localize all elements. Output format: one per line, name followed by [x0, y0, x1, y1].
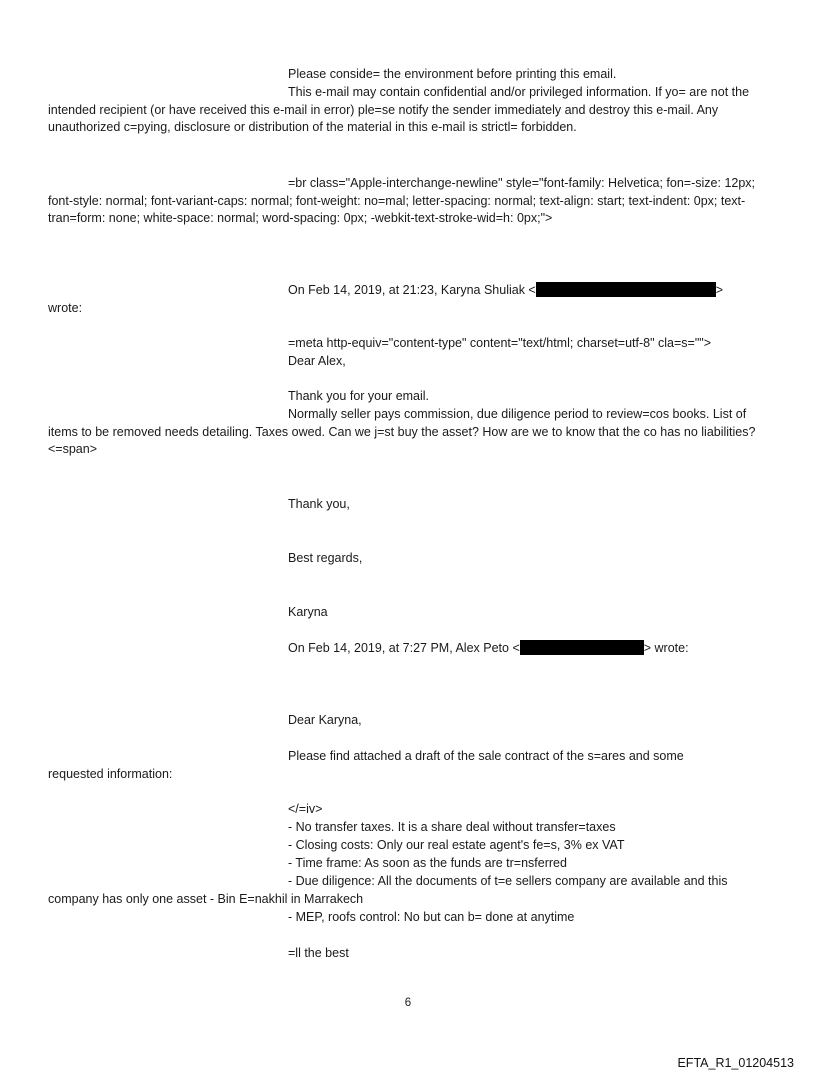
- redaction-bar: [520, 640, 644, 655]
- attachment-line-cont: requested information:: [48, 767, 173, 781]
- meta-markup-residue: =meta http-equiv="content-type" content="text/html; charset=utf-8" cla=s="">: [288, 336, 712, 350]
- redaction-bar: [536, 282, 716, 297]
- confidentiality-notice: This e-mail may contain confidential and/or privileged information. If yo= are not the intended recipient (or have received this e-mail in error) ple=se notify the sender immediately and destroy this e-mail. Any unauthorized c=pying, disclosure or distribution of the material in this e-mail is strictl= forbidden.: [48, 85, 750, 134]
- environment-notice: Please conside= the environment before printing this email.: [288, 67, 617, 81]
- reply-header-karyna: On Feb 14, 2019, at 21:23, Karyna Shuliak < >: [288, 283, 724, 297]
- list-item: - Due diligence: All the documents of t=e sellers company are available and this: [288, 874, 728, 888]
- thanks-line: Thank you for your email.: [288, 389, 430, 403]
- list-item: - MEP, roofs control: No but can b= done at anytime: [288, 910, 575, 924]
- greeting-alex: Dear Alex,: [288, 354, 346, 368]
- best-regards-line: Best regards,: [288, 551, 363, 565]
- closing-line: =ll the best: [288, 946, 349, 960]
- list-item: - No transfer taxes. It is a share deal without transfer=taxes: [288, 820, 616, 834]
- list-item: - Closing costs: Only our real estate agent's fe=s, 3% ex VAT: [288, 838, 625, 852]
- signature-karyna: Karyna: [288, 605, 328, 619]
- list-item: - Time frame: As soon as the funds are tr=nsferred: [288, 856, 567, 870]
- message-body-paragraph: Normally seller pays commission, due diligence period to review=cos books. List of items to be removed needs detailing. Taxes owed. Can we j=st buy the asset? How are we to know that the co has no liabilities? <=span>: [48, 407, 756, 456]
- list-item-cont: company has only one asset - Bin E=nakhil in Marrakech: [48, 892, 364, 906]
- thank-you-line: Thank you,: [288, 497, 350, 511]
- page-number: 6: [404, 997, 412, 1009]
- reply-header-alex: On Feb 14, 2019, at 7:27 PM, Alex Peto < > wrote:: [288, 641, 689, 655]
- br-markup-residue: =br class="Apple-interchange-newline" style="font-family: Helvetica; fon=-size: 12px; font-style: normal; font-variant-caps: normal; font-weight: no=mal; letter-spacing: normal; text-align: start; text-indent: 0px; text-tran=form: none; white-space: normal; word-spacing: 0px; -webkit-text-stroke-wid=h: 0px;">: [48, 176, 756, 225]
- greeting-karyna: Dear Karyna,: [288, 713, 362, 727]
- reply-wrote-label: wrote:: [48, 301, 83, 315]
- document-id-footer: EFTA_R1_01204513: [677, 1056, 794, 1070]
- attachment-line: Please find attached a draft of the sale contract of the s=ares and some: [288, 749, 684, 763]
- div-markup-residue: </=iv>: [288, 802, 323, 816]
